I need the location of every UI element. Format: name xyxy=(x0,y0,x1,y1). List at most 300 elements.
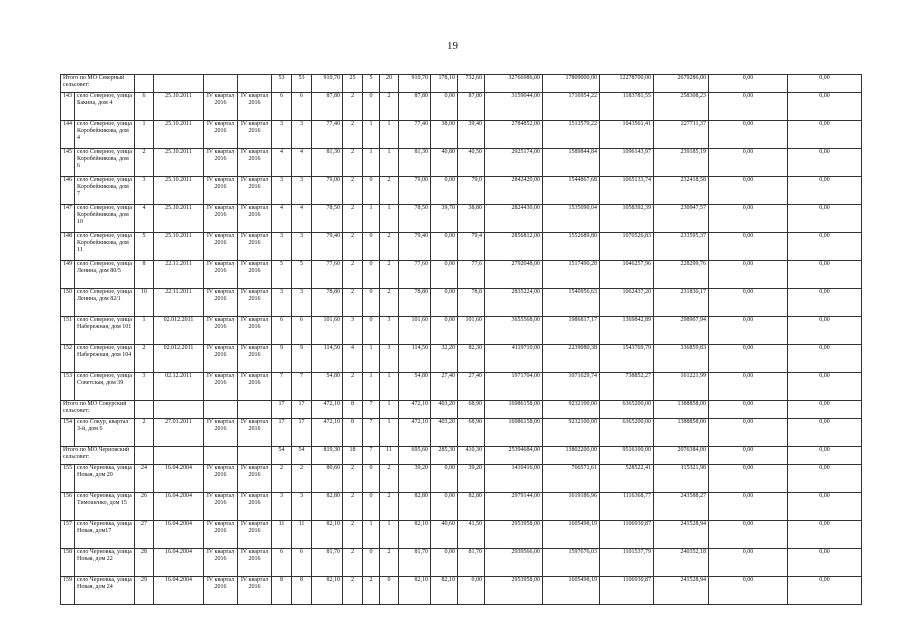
value-cell: 0,00 xyxy=(709,373,788,401)
value-cell: 81,70 xyxy=(458,549,485,577)
value-cell: 68,90 xyxy=(458,419,485,447)
table-row xyxy=(61,233,862,261)
register-body xyxy=(61,75,862,605)
subtotal-value: 54 xyxy=(292,447,312,465)
value-cell: 27,40 xyxy=(458,373,485,401)
value-cell: 243588,27 xyxy=(654,493,709,521)
value-cell: 6365200,00 xyxy=(600,419,654,447)
value-cell: 0,00 xyxy=(788,261,862,289)
value-cell: 79,00 xyxy=(312,177,343,205)
subtotal-value: 18 xyxy=(343,447,363,465)
value-cell: 87,80 xyxy=(399,93,431,121)
value-cell: 528522,41 xyxy=(600,465,654,493)
planned-quarter-cell: IV квартал 2016 xyxy=(204,233,238,261)
value-cell: 41,50 xyxy=(458,521,485,549)
value-cell: 2 xyxy=(343,521,363,549)
empty-cell xyxy=(204,75,238,93)
value-cell: 1605498,19 xyxy=(543,577,600,605)
subtotal-value: 285,30 xyxy=(431,447,458,465)
subtotal-value: 17 xyxy=(292,401,312,419)
document-number-cell: 3 xyxy=(135,373,154,401)
housing-register-table xyxy=(60,74,862,605)
date-cell: 25.10.2011 xyxy=(154,93,204,121)
value-cell: 3 xyxy=(292,233,312,261)
document-number-cell: 5 xyxy=(135,233,154,261)
value-cell: 1062437,20 xyxy=(600,289,654,317)
row-number: 152 xyxy=(61,345,75,373)
row-number: 151 xyxy=(61,317,75,345)
table-row xyxy=(61,177,862,205)
planned-quarter-cell: IV квартал 2016 xyxy=(238,205,272,233)
date-cell: 25.10.2011 xyxy=(154,205,204,233)
planned-quarter-cell: IV квартал 2016 xyxy=(204,205,238,233)
value-cell: 1071629,74 xyxy=(543,373,600,401)
value-cell: 2 xyxy=(380,465,399,493)
value-cell: 4 xyxy=(292,149,312,177)
address-cell: село Черновка, улица Новая, дом17 xyxy=(75,521,135,549)
value-cell: 2 xyxy=(343,289,363,317)
value-cell: 0,00 xyxy=(788,177,862,205)
value-cell: 54,80 xyxy=(312,373,343,401)
value-cell: 82,10 xyxy=(399,577,431,605)
value-cell: 0,00 xyxy=(431,465,458,493)
value-cell: 2 xyxy=(343,121,363,149)
planned-quarter-cell: IV квартал 2016 xyxy=(204,521,238,549)
value-cell: 1 xyxy=(363,205,380,233)
planned-quarter-cell: IV квартал 2016 xyxy=(204,577,238,605)
value-cell: 0,00 xyxy=(709,289,788,317)
planned-quarter-cell: IV квартал 2016 xyxy=(238,317,272,345)
value-cell: 40,60 xyxy=(431,521,458,549)
value-cell: 4 xyxy=(272,149,292,177)
value-cell: 101,60 xyxy=(458,317,485,345)
value-cell: 0,00 xyxy=(788,577,862,605)
value-cell: 240352,18 xyxy=(654,549,709,577)
value-cell: 1046257,96 xyxy=(600,261,654,289)
planned-quarter-cell: IV квартал 2016 xyxy=(238,373,272,401)
empty-cell xyxy=(135,75,154,93)
value-cell: 7 xyxy=(363,419,380,447)
value-cell: 9232100,00 xyxy=(543,419,600,447)
value-cell: 9 xyxy=(272,345,292,373)
value-cell: 0,00 xyxy=(788,345,862,373)
subtotal-value: 0,00 xyxy=(788,447,862,465)
date-cell: 25.10.2011 xyxy=(154,121,204,149)
subtotal-value: 20 xyxy=(380,75,399,93)
value-cell: 2 xyxy=(343,233,363,261)
value-cell: 38,00 xyxy=(431,121,458,149)
value-cell: 1971704,00 xyxy=(485,373,543,401)
value-cell: 82,80 xyxy=(458,493,485,521)
value-cell: 9 xyxy=(292,345,312,373)
value-cell: 39,20 xyxy=(399,465,431,493)
subtotal-value: 17809000,00 xyxy=(543,75,600,93)
empty-cell xyxy=(238,75,272,93)
value-cell: 82,10 xyxy=(312,521,343,549)
value-cell: 2 xyxy=(343,205,363,233)
value-cell: 3 xyxy=(272,289,292,317)
table-row xyxy=(61,205,862,233)
subtotal-value: 32766986,00 xyxy=(485,75,543,93)
value-cell: 227711,37 xyxy=(654,121,709,149)
value-cell: 3 xyxy=(272,493,292,521)
value-cell: 0,00 xyxy=(788,419,862,447)
value-cell: 403,20 xyxy=(431,419,458,447)
value-cell: 79,40 xyxy=(312,233,343,261)
address-cell: село Северное, улица Коробейникова, дом 4 xyxy=(75,121,135,149)
table-row xyxy=(61,373,862,401)
value-cell: 0,00 xyxy=(788,233,862,261)
value-cell: 0,00 xyxy=(788,521,862,549)
planned-quarter-cell: IV квартал 2016 xyxy=(238,177,272,205)
value-cell: 2835224,00 xyxy=(485,289,543,317)
address-cell: село Сокур, квартал 3-й, дом 6 xyxy=(75,419,135,447)
value-cell: 2 xyxy=(380,549,399,577)
value-cell: 1 xyxy=(380,205,399,233)
value-cell: 0 xyxy=(363,549,380,577)
subtotal-value: 0,00 xyxy=(709,447,788,465)
subtotal-value: 0,00 xyxy=(709,401,788,419)
value-cell: 336859,83 xyxy=(654,345,709,373)
subtotal-label: Итого по МО Сокурский сельсовет: xyxy=(61,401,135,419)
empty-cell xyxy=(154,401,204,419)
value-cell: 114,50 xyxy=(399,345,431,373)
date-cell: 25.10.2011 xyxy=(154,177,204,205)
value-cell: 1513579,22 xyxy=(543,121,600,149)
value-cell: 2 xyxy=(272,465,292,493)
value-cell: 2 xyxy=(380,261,399,289)
subtotal-value: 7 xyxy=(363,447,380,465)
value-cell: 241528,94 xyxy=(654,577,709,605)
value-cell: 11 xyxy=(292,521,312,549)
value-cell: 2953958,00 xyxy=(485,521,543,549)
value-cell: 2 xyxy=(380,177,399,205)
document-number-cell: 2 xyxy=(135,149,154,177)
date-cell: 02.012.2011 xyxy=(154,345,204,373)
planned-quarter-cell: IV квартал 2016 xyxy=(204,373,238,401)
subtotal-value: 53 xyxy=(272,75,292,93)
empty-cell xyxy=(135,401,154,419)
value-cell: 0 xyxy=(363,289,380,317)
value-cell: 2 xyxy=(343,549,363,577)
value-cell: 1517490,28 xyxy=(543,261,600,289)
value-cell: 232418,58 xyxy=(654,177,709,205)
value-cell: 2925174,00 xyxy=(485,149,543,177)
planned-quarter-cell: IV квартал 2016 xyxy=(204,317,238,345)
document-number-cell: 29 xyxy=(135,577,154,605)
value-cell: 4 xyxy=(272,205,292,233)
address-cell: село Северное, улица Набережная, дом 104 xyxy=(75,345,135,373)
value-cell: 2 xyxy=(343,465,363,493)
planned-quarter-cell: IV квартал 2016 xyxy=(204,289,238,317)
value-cell: 1 xyxy=(363,521,380,549)
value-cell: 298907,94 xyxy=(654,317,709,345)
value-cell: 4 xyxy=(292,205,312,233)
value-cell: 0 xyxy=(363,261,380,289)
row-number: 147 xyxy=(61,205,75,233)
value-cell: 0,00 xyxy=(709,465,788,493)
address-cell: село Северное, улица Бакина, дом 4 xyxy=(75,93,135,121)
value-cell: 1 xyxy=(380,121,399,149)
table-row xyxy=(61,419,862,447)
value-cell: 258308,23 xyxy=(654,93,709,121)
value-cell: 4119710,00 xyxy=(485,345,543,373)
value-cell: 81,70 xyxy=(312,549,343,577)
table-row xyxy=(61,261,862,289)
value-cell: 39,70 xyxy=(431,205,458,233)
value-cell: 472,10 xyxy=(399,419,431,447)
date-cell: 02.012.2011 xyxy=(154,317,204,345)
value-cell: 0,00 xyxy=(458,577,485,605)
table-row xyxy=(61,121,862,149)
document-number-cell: 4 xyxy=(135,205,154,233)
address-cell: село Северное, улица Ленина, дом 80/5 xyxy=(75,261,135,289)
subtotal-value: 910,70 xyxy=(312,75,343,93)
value-cell: 78,8 xyxy=(458,289,485,317)
planned-quarter-cell: IV квартал 2016 xyxy=(204,93,238,121)
value-cell: 3 xyxy=(343,317,363,345)
value-cell: 6 xyxy=(292,317,312,345)
value-cell: 239185,19 xyxy=(654,149,709,177)
value-cell: 0,00 xyxy=(788,289,862,317)
empty-cell xyxy=(238,447,272,465)
value-cell: 0,00 xyxy=(709,177,788,205)
value-cell: 79,0 xyxy=(458,177,485,205)
value-cell: 1543769,79 xyxy=(600,345,654,373)
value-cell: 6 xyxy=(272,93,292,121)
value-cell: 2 xyxy=(380,493,399,521)
address-cell: село Черновка, улица Новая, дом 20 xyxy=(75,465,135,493)
value-cell: 38,80 xyxy=(458,205,485,233)
value-cell: 6 xyxy=(272,549,292,577)
address-cell: село Черновка, улица Тимошенко, дом 15 xyxy=(75,493,135,521)
value-cell: 0,00 xyxy=(788,493,862,521)
value-cell: 7 xyxy=(272,373,292,401)
planned-quarter-cell: IV квартал 2016 xyxy=(238,121,272,149)
value-cell: 1388858,00 xyxy=(654,419,709,447)
address-cell: село Черновка, улица Новая, дом 22 xyxy=(75,549,135,577)
value-cell: 1986817,17 xyxy=(543,317,600,345)
date-cell: 22.11.2011 xyxy=(154,289,204,317)
value-cell: 2 xyxy=(343,261,363,289)
value-cell: 1589844,84 xyxy=(543,149,600,177)
subtotal-value: 910,70 xyxy=(399,75,431,93)
value-cell: 2 xyxy=(343,177,363,205)
subtotal-value: 9516100,00 xyxy=(600,447,654,465)
subtotal-value: 68,90 xyxy=(458,401,485,419)
subtotal-value: 0,00 xyxy=(788,75,862,93)
row-number: 145 xyxy=(61,149,75,177)
value-cell: 0 xyxy=(363,177,380,205)
value-cell: 2 xyxy=(380,93,399,121)
date-cell: 25.10.2011 xyxy=(154,149,204,177)
value-cell: 1 xyxy=(380,149,399,177)
subtotal-label: Итого по МО Северный сельсовет: xyxy=(61,75,135,93)
value-cell: 82,80 xyxy=(399,493,431,521)
value-cell: 0,00 xyxy=(431,317,458,345)
empty-cell xyxy=(154,447,204,465)
value-cell: 0,00 xyxy=(709,205,788,233)
subtotal-value: 25 xyxy=(343,75,363,93)
subtotal-value: 54 xyxy=(272,447,292,465)
value-cell: 3 xyxy=(380,345,399,373)
value-cell: 3 xyxy=(292,121,312,149)
value-cell: 17 xyxy=(272,419,292,447)
document-number-cell: 6 xyxy=(135,93,154,121)
date-cell: 16.04.2004 xyxy=(154,549,204,577)
value-cell: 3 xyxy=(380,317,399,345)
value-cell: 81,70 xyxy=(399,549,431,577)
subtotal-value: 6365200,00 xyxy=(600,401,654,419)
value-cell: 1544867,68 xyxy=(543,177,600,205)
value-cell: 78,50 xyxy=(399,205,431,233)
value-cell: 1070526,83 xyxy=(600,233,654,261)
value-cell: 0 xyxy=(363,93,380,121)
planned-quarter-cell: IV квартал 2016 xyxy=(238,549,272,577)
page-number: 19 xyxy=(447,40,458,52)
subtotal-value: 13802200,00 xyxy=(543,447,600,465)
value-cell: 0,00 xyxy=(788,373,862,401)
value-cell: 1540956,63 xyxy=(543,289,600,317)
planned-quarter-cell: IV квартал 2016 xyxy=(238,149,272,177)
value-cell: 39,20 xyxy=(458,465,485,493)
value-cell: 87,80 xyxy=(312,93,343,121)
planned-quarter-cell: IV квартал 2016 xyxy=(238,289,272,317)
table-row xyxy=(61,521,862,549)
value-cell: 82,10 xyxy=(312,577,343,605)
subtotal-label: Итого по МО Черновский сельсовет: xyxy=(61,447,135,465)
table-row xyxy=(61,289,862,317)
value-cell: 87,80 xyxy=(458,93,485,121)
value-cell: 1106930,87 xyxy=(600,577,654,605)
value-cell: 2 xyxy=(343,373,363,401)
address-cell: село Северное, улица Коробейникова, дом 6 xyxy=(75,149,135,177)
table-row xyxy=(61,149,862,177)
value-cell: 1 xyxy=(380,373,399,401)
value-cell: 40,80 xyxy=(431,149,458,177)
planned-quarter-cell: IV квартал 2016 xyxy=(238,521,272,549)
planned-quarter-cell: IV квартал 2016 xyxy=(204,149,238,177)
subtotal-value: 1388858,00 xyxy=(654,401,709,419)
subtotal-value: 732,60 xyxy=(458,75,485,93)
value-cell: 3 xyxy=(272,121,292,149)
value-cell: 230947,57 xyxy=(654,205,709,233)
document-number-cell: 24 xyxy=(135,465,154,493)
value-cell: 1 xyxy=(380,521,399,549)
planned-quarter-cell: IV квартал 2016 xyxy=(204,419,238,447)
subtotal-row xyxy=(61,75,862,93)
value-cell: 0 xyxy=(363,317,380,345)
subtotal-value: 2679286,00 xyxy=(654,75,709,93)
value-cell: 2953958,00 xyxy=(485,577,543,605)
value-cell: 0,00 xyxy=(709,549,788,577)
value-cell: 0,00 xyxy=(788,549,862,577)
value-cell: 3 xyxy=(292,493,312,521)
value-cell: 39,40 xyxy=(458,121,485,149)
subtotal-value: 695,60 xyxy=(399,447,431,465)
value-cell: 3 xyxy=(292,289,312,317)
table-row xyxy=(61,549,862,577)
planned-quarter-cell: IV квартал 2016 xyxy=(238,233,272,261)
value-cell: 161221,99 xyxy=(654,373,709,401)
value-cell: 0,00 xyxy=(709,93,788,121)
value-cell: 1716954,22 xyxy=(543,93,600,121)
value-cell: 0,00 xyxy=(431,289,458,317)
value-cell: 115321,98 xyxy=(654,465,709,493)
value-cell: 17 xyxy=(292,419,312,447)
value-cell: 1597676,03 xyxy=(543,549,600,577)
row-number: 157 xyxy=(61,521,75,549)
value-cell: 27,40 xyxy=(431,373,458,401)
subtotal-value: 2076384,00 xyxy=(654,447,709,465)
value-cell: 82,10 xyxy=(399,521,431,549)
value-cell: 5 xyxy=(292,261,312,289)
subtotal-value: 53 xyxy=(292,75,312,93)
value-cell: 32,20 xyxy=(431,345,458,373)
value-cell: 2939566,00 xyxy=(485,549,543,577)
table-row xyxy=(61,345,862,373)
value-cell: 1 xyxy=(380,419,399,447)
value-cell: 2784852,00 xyxy=(485,121,543,149)
subtotal-value: 7 xyxy=(363,401,380,419)
empty-cell xyxy=(238,401,272,419)
value-cell: 0,00 xyxy=(709,345,788,373)
subtotal-value: 1 xyxy=(380,401,399,419)
subtotal-value: 17 xyxy=(272,401,292,419)
value-cell: 6 xyxy=(292,549,312,577)
value-cell: 1 xyxy=(363,373,380,401)
document-number-cell: 3 xyxy=(135,177,154,205)
planned-quarter-cell: IV квартал 2016 xyxy=(204,345,238,373)
subtotal-value: 403,20 xyxy=(431,401,458,419)
planned-quarter-cell: IV квартал 2016 xyxy=(204,549,238,577)
empty-cell xyxy=(204,401,238,419)
value-cell: 0,00 xyxy=(709,419,788,447)
planned-quarter-cell: IV квартал 2016 xyxy=(238,419,272,447)
value-cell: 766571,61 xyxy=(543,465,600,493)
document-number-cell: 28 xyxy=(135,549,154,577)
subtotal-value: 472,10 xyxy=(399,401,431,419)
document-number-cell: 1 xyxy=(135,121,154,149)
planned-quarter-cell: IV квартал 2016 xyxy=(238,493,272,521)
document-number-cell: 1 xyxy=(135,317,154,345)
row-number: 150 xyxy=(61,289,75,317)
value-cell: 3 xyxy=(292,177,312,205)
value-cell: 738852,27 xyxy=(600,373,654,401)
planned-quarter-cell: IV квартал 2016 xyxy=(238,465,272,493)
value-cell: 472,10 xyxy=(312,419,343,447)
value-cell: 2 xyxy=(363,577,380,605)
value-cell: 2 xyxy=(343,493,363,521)
empty-cell xyxy=(204,447,238,465)
value-cell: 114,50 xyxy=(312,345,343,373)
value-cell: 77,60 xyxy=(399,261,431,289)
value-cell: 1096143,97 xyxy=(600,149,654,177)
value-cell: 6 xyxy=(292,93,312,121)
value-cell: 1535090,04 xyxy=(543,205,600,233)
table-row xyxy=(61,93,862,121)
planned-quarter-cell: IV квартал 2016 xyxy=(204,177,238,205)
value-cell: 2 xyxy=(343,149,363,177)
row-number: 155 xyxy=(61,465,75,493)
row-number: 143 xyxy=(61,93,75,121)
value-cell: 1106930,87 xyxy=(600,521,654,549)
value-cell: 80,60 xyxy=(312,465,343,493)
value-cell: 16986158,00 xyxy=(485,419,543,447)
subtotal-value: 410,30 xyxy=(458,447,485,465)
value-cell: 79,4 xyxy=(458,233,485,261)
value-cell: 1101537,79 xyxy=(600,549,654,577)
